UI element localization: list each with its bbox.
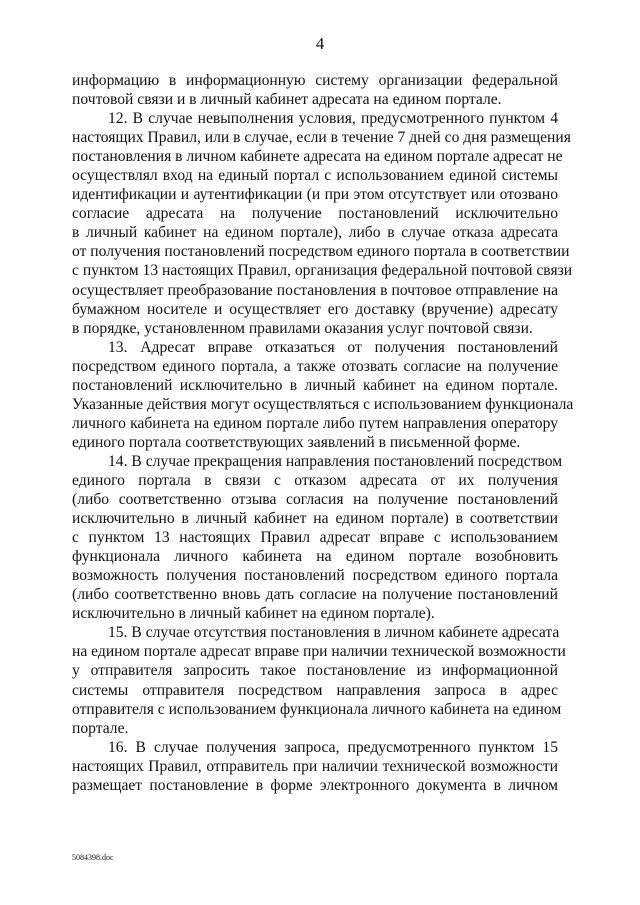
text-line: Указанные действия могут осуществляться с использованием функционала [72, 395, 574, 413]
text-line: у отправителя запросить такое постановление из информационной [72, 662, 558, 680]
paragraph [72, 109, 573, 338]
text-line: осуществляет преобразование постановления в почтовое отправление на [72, 281, 558, 299]
paragraph [72, 338, 574, 452]
text-line: личного кабинета на едином портале либо путем направления оператору [72, 414, 558, 432]
document-body [72, 71, 574, 795]
paragraph [72, 452, 563, 623]
text-line: с пунктом 13 настоящих Правил адресат вправе с использованием [72, 529, 558, 547]
text-line: посредством единого портала, а также отозвать согласие на получение [72, 357, 558, 375]
text-line: настоящих Правил, или в случае, если в течение 7 дней со дня размещения [72, 129, 571, 147]
text-line: (либо соответственно отзыва согласия на получение постановлений [72, 491, 558, 509]
text-line: постановления в личном кабинете адресата на едином портале адресат не [72, 148, 563, 166]
text-line: в личный кабинет на едином портале), либо в случае отказа адресата [72, 224, 558, 242]
footer-filename: 5084398.doc [72, 853, 114, 862]
text-line: на едином портале адресат вправе при наличии технической возможности [72, 643, 566, 661]
text-line: исключительно в личный кабинет на едином портале) в соответствии [72, 510, 558, 528]
text-line: единого портала соответствующих заявлений в письменной форме. [72, 433, 521, 451]
text-line: настоящих Правил, отправитель при наличии технической возможности [72, 757, 558, 775]
page-number: 4 [315, 34, 325, 53]
text-line: единого портала в связи с отказом адресата от их получения [72, 471, 558, 489]
text-line: системы отправителя посредством направления запроса в адрес [72, 681, 558, 699]
paragraph [72, 71, 558, 109]
text-line: бумажном носителе и осуществляет его доставку (вручение) адресату [72, 300, 558, 318]
text-line: портале. [72, 719, 129, 737]
text-line: функционала личного кабинета на едином портале возобновить [72, 548, 558, 566]
text-line: в порядке, установленном правилами оказания услуг почтовой связи. [72, 319, 533, 337]
text-line: отправителя с использованием функционала личного кабинета на едином [72, 700, 562, 718]
text-line: от получения постановлений посредством единого портала в соответствии [72, 243, 570, 261]
text-line: почтовой связи и в личный кабинет адресата на едином портале. [72, 91, 502, 109]
text-line: 13. Адресат вправе отказаться от получения постановлений [108, 338, 558, 356]
text-line: постановлений исключительно в личный кабинет на едином портале. [72, 376, 558, 394]
text-line: с пунктом 13 настоящих Правил, организация федеральной почтовой связи [72, 262, 573, 280]
text-line: 12. В случае невыполнения условия, предусмотренного пунктом 4 [108, 110, 558, 128]
text-line: размещает постановление в форме электронного документа в личном [72, 776, 558, 794]
text-line: (либо соответственно вновь дать согласие на получение постановлений [72, 586, 558, 604]
paragraph [72, 738, 558, 795]
text-line: 14. В случае прекращения направления постановлений посредством [108, 452, 563, 470]
text-line: 16. В случае получения запроса, предусмотренного пунктом 15 [108, 738, 558, 756]
text-line: исключительно в личный кабинет на едином портале). [72, 605, 435, 623]
text-line: осуществлял вход на единый портал с использованием единой системы [72, 167, 558, 185]
paragraph [72, 623, 566, 737]
text-line: информацию в информационную систему организации федеральной [72, 72, 558, 89]
text-line: согласие адресата на получение постановлений исключительно [72, 205, 558, 223]
text-line: возможность получения постановлений посредством единого портала [72, 567, 558, 585]
text-line: идентификации и аутентификации (и при этом отсутствует или отозвано [72, 186, 558, 204]
text-line: 15. В случае отсутствия постановления в личном кабинете адресата [108, 624, 560, 642]
